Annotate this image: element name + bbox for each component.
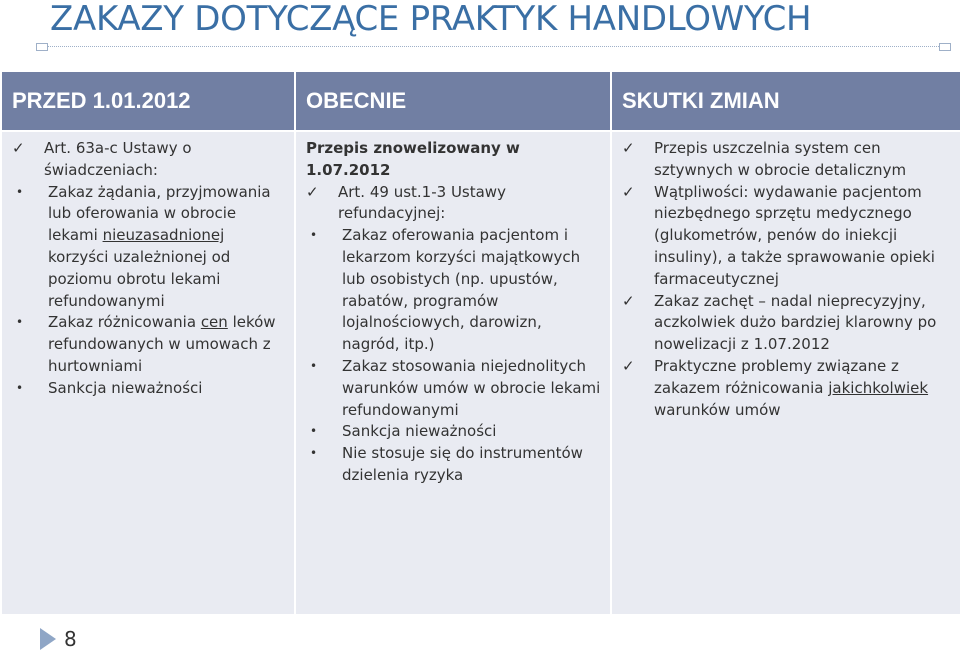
check-icon: ✓	[306, 182, 319, 201]
divider-left-handle	[36, 43, 48, 51]
cell-now	[296, 132, 610, 614]
item-text: Nie stosuje się do instrumentów dzielenia ryzyka	[342, 444, 583, 484]
list-item	[306, 421, 602, 443]
cell-effects	[612, 132, 960, 614]
check-icon: ✓	[622, 291, 635, 310]
item-text: Zakaz różnicowania cen leków refundowanych w umowach z hurtowniami	[48, 313, 276, 375]
list-item	[306, 443, 602, 487]
divider-right-handle	[939, 43, 951, 51]
header-now: OBECNIE	[296, 72, 610, 130]
list-item	[12, 138, 286, 182]
bullet-icon: •	[310, 446, 318, 461]
cell-before	[2, 132, 294, 614]
list-item	[622, 291, 952, 356]
bullet-icon: •	[16, 184, 24, 199]
bullet-icon: •	[310, 358, 318, 373]
item-text: Zakaz zachęt – nadal nieprecyzyjny, aczkolwiek dużo bardziej klarowny po nowelizacji z 1.07.2012	[654, 291, 937, 354]
title-divider	[40, 46, 945, 47]
item-text: Sankcja nieważności	[342, 422, 497, 441]
list-item	[306, 182, 602, 226]
content-row	[2, 132, 960, 614]
item-text: Zakaz żądania, przyjmowania lub oferowania w obrocie lekami nieuzasadnionej korzyści uzależnionej od poziomu obrotu lekami refundowanymi	[48, 182, 271, 310]
triangle-arrow-icon	[40, 628, 56, 650]
header-before: PRZED 1.01.2012	[2, 72, 294, 130]
slide-title: ZAKAZY DOTYCZĄCE PRAKTYK HANDLOWYCH	[50, 0, 812, 39]
item-text: Wątpliwości: wydawanie pacjentom niezbędnego sprzętu medycznego (glukometrów, penów do iniekcji insuliny), a także sprawowanie opieki farmaceutycznej	[654, 182, 935, 288]
comparison-table	[0, 70, 960, 616]
list-item	[622, 138, 952, 182]
bullet-icon: •	[310, 424, 318, 439]
item-text: Zakaz stosowania niejednolitych warunków umów w obrocie lekami refundowanymi	[342, 356, 601, 419]
list-item	[12, 182, 286, 313]
list-item	[12, 378, 286, 400]
bullet-icon: •	[16, 380, 24, 395]
list-item	[306, 356, 602, 421]
header-effects: SKUTKI ZMIAN	[612, 72, 960, 130]
item-text: Praktyczne problemy związane z zakazem różnicowania jakichkolwiek warunków umów	[654, 356, 929, 419]
bullet-icon: •	[310, 228, 318, 243]
check-icon: ✓	[622, 139, 635, 157]
list-item	[12, 312, 286, 377]
item-text: Przepis uszczelnia system cen sztywnych w obrocie detalicznym	[654, 139, 907, 179]
bullet-icon: •	[16, 315, 24, 330]
check-icon: ✓	[622, 356, 635, 375]
item-text: Sankcja nieważności	[48, 378, 203, 397]
check-icon: ✓	[12, 139, 25, 157]
list-item	[622, 182, 952, 291]
item-text: Art. 49 ust.1-3 Ustawy refundacyjnej:	[338, 182, 506, 223]
item-text: Zakaz oferowania pacjentom i lekarzom korzyści majątkowych lub osobistych (np. upustów, rabatów, programów lojalnościowych, darowizn, nagród, itp.)	[342, 226, 581, 354]
page-number: 8	[64, 627, 77, 651]
header-row	[2, 72, 960, 130]
check-icon: ✓	[622, 182, 635, 201]
list-item	[622, 356, 952, 421]
cell-heading: Przepis znowelizowany w 1.07.2012	[306, 139, 520, 179]
item-text: Art. 63a-c Ustawy o świadczeniach:	[44, 139, 192, 179]
list-item	[306, 225, 602, 356]
